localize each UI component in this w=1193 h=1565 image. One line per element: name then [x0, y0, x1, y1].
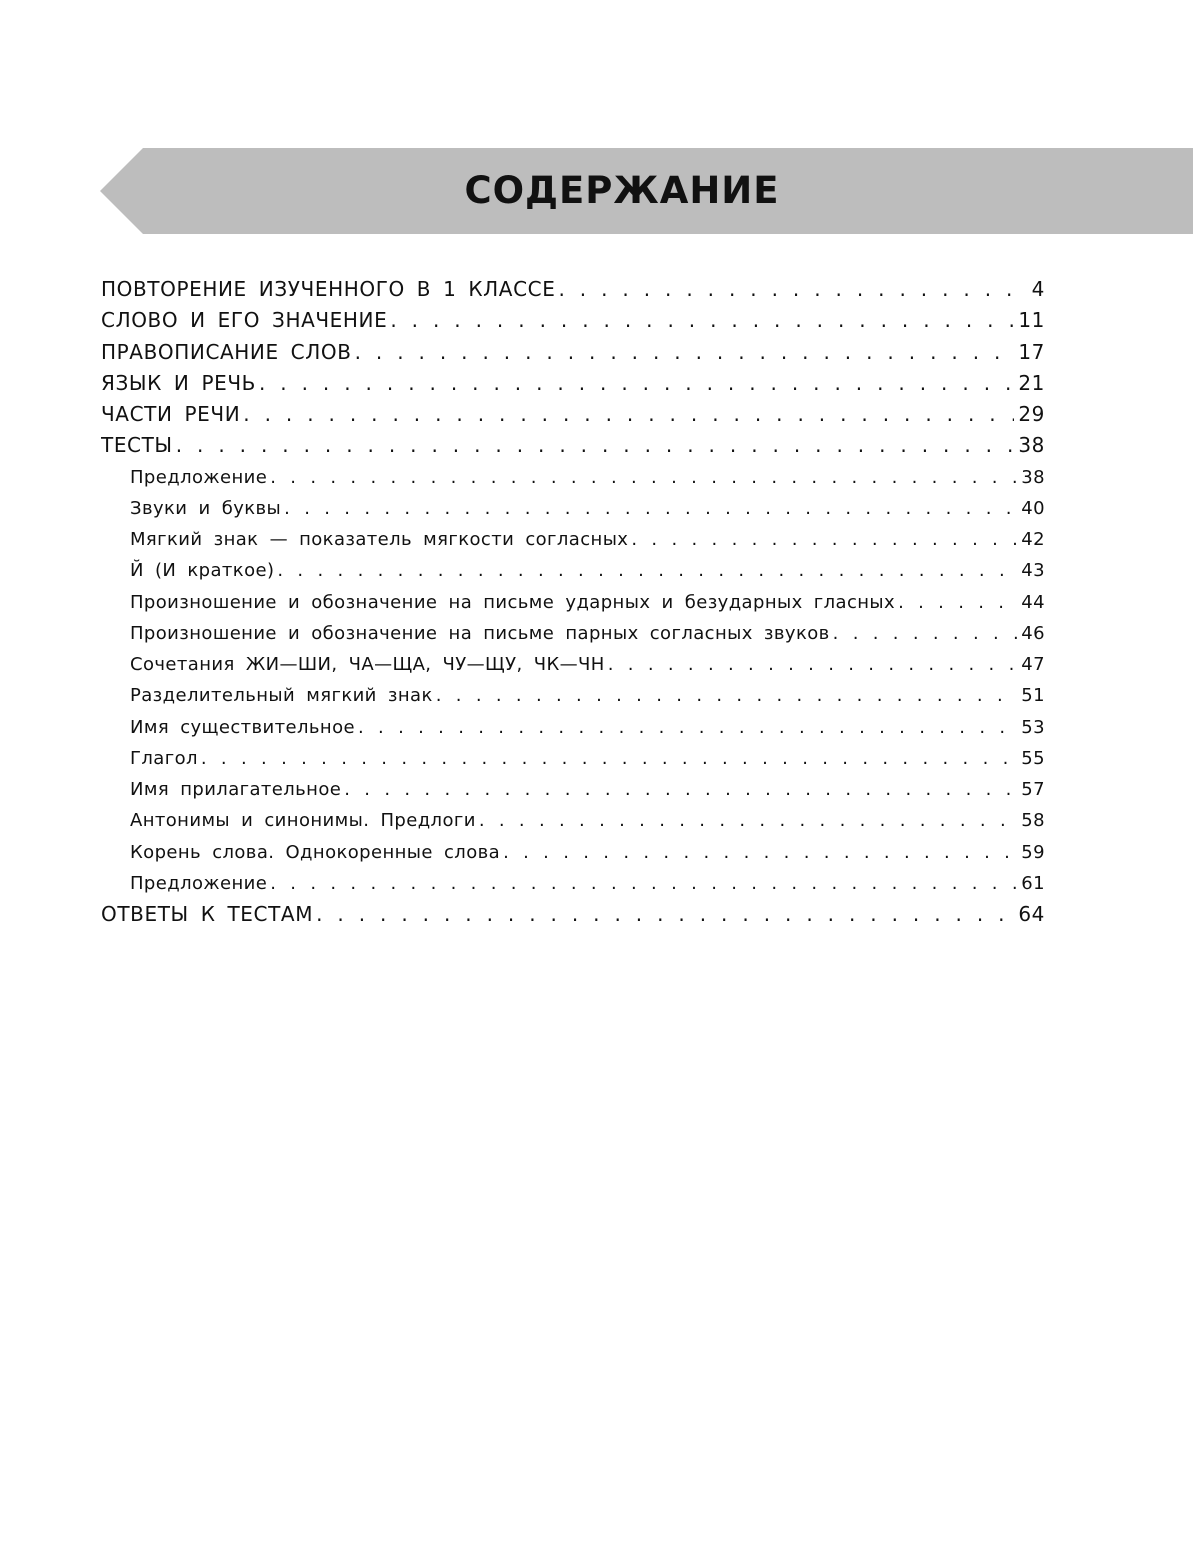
toc-entry-title: Глагол — [130, 747, 198, 769]
toc-dot-leader — [358, 712, 1017, 743]
toc-subsection — [101, 805, 1045, 836]
toc-entry-title: СЛОВО И ЕГО ЗНАЧЕНИЕ — [101, 308, 388, 333]
toc-dot-leader — [355, 337, 1015, 368]
toc-subsection — [101, 462, 1045, 493]
toc-page-number: 46 — [1021, 622, 1045, 644]
toc-subsection — [101, 555, 1045, 586]
toc-subsection — [101, 493, 1045, 524]
toc-dot-leader — [243, 399, 1014, 430]
toc-dot-leader — [390, 305, 1014, 336]
toc-subsection — [101, 837, 1045, 868]
toc-entry-title: Мягкий знак — показатель мягкости согласных — [130, 529, 629, 550]
toc-subsection — [101, 680, 1045, 711]
toc-entry-title: ПОВТОРЕНИЕ ИЗУЧЕННОГО В 1 КЛАССЕ — [101, 277, 556, 301]
toc-entry-title: Имя прилагательное — [130, 779, 342, 800]
toc-dot-leader — [176, 430, 1015, 461]
toc-page-number: 38 — [1021, 466, 1045, 488]
toc-subsection — [101, 774, 1045, 805]
toc-section — [101, 899, 1045, 930]
toc-entry-title: Звуки и буквы — [130, 497, 282, 519]
toc-entry-title: ТЕСТЫ — [101, 433, 173, 458]
toc-dot-leader — [270, 462, 1017, 493]
toc-page-number: 55 — [1021, 747, 1045, 769]
toc-subsection — [101, 618, 1045, 649]
toc-entry-title: ОТВЕТЫ К ТЕСТАМ — [101, 902, 314, 926]
toc-entry-title: Й (И краткое) — [130, 560, 275, 582]
page-title: СОДЕРЖАНИЕ — [464, 169, 780, 212]
toc-entry-title: Предложение — [130, 872, 268, 894]
toc-page-number: 51 — [1021, 685, 1045, 707]
toc-dot-leader — [898, 587, 1017, 618]
toc-section — [101, 399, 1045, 430]
toc-dot-leader — [316, 899, 1014, 930]
toc-dot-leader — [503, 837, 1017, 868]
toc-subsection — [101, 649, 1045, 680]
toc-page-number: 40 — [1021, 497, 1045, 519]
toc-dot-leader — [558, 274, 1019, 305]
toc-dot-leader — [277, 555, 1017, 586]
title-banner — [100, 148, 1193, 234]
toc-section — [101, 368, 1045, 399]
table-of-contents — [101, 274, 1045, 930]
toc-entry-title: Сочетания ЖИ—ШИ, ЧА—ЩА, ЧУ—ЩУ, ЧК—ЧН — [130, 654, 605, 675]
toc-section — [101, 274, 1045, 305]
toc-entry-title: Антонимы и синонимы. Предлоги — [130, 810, 476, 832]
toc-entry-title: ПРАВОПИСАНИЕ СЛОВ — [101, 339, 352, 364]
toc-dot-leader — [608, 649, 1018, 680]
toc-page-number: 17 — [1018, 339, 1045, 364]
toc-subsection — [101, 524, 1045, 555]
toc-page-number: 61 — [1021, 872, 1045, 894]
toc-page-number: 59 — [1021, 841, 1045, 863]
toc-entry-title: ЧАСТИ РЕЧИ — [101, 402, 241, 426]
toc-section — [101, 337, 1045, 368]
toc-page-number: 47 — [1021, 654, 1045, 675]
toc-entry-title: Корень слова. Однокоренные слова — [130, 841, 501, 863]
toc-entry-title: ЯЗЫК И РЕЧЬ — [101, 370, 256, 395]
toc-section — [101, 305, 1045, 336]
toc-dot-leader — [479, 805, 1017, 836]
toc-entry-title: Имя существительное — [130, 716, 355, 738]
toc-page-number: 43 — [1021, 560, 1045, 582]
toc-dot-leader — [344, 774, 1017, 805]
toc-dot-leader — [259, 368, 1014, 399]
toc-subsection — [101, 587, 1045, 618]
toc-subsection — [101, 712, 1045, 743]
toc-section — [101, 430, 1045, 461]
toc-dot-leader — [270, 868, 1017, 899]
toc-subsection — [101, 743, 1045, 774]
toc-page-number: 4 — [1031, 277, 1045, 301]
toc-page-number: 53 — [1021, 716, 1045, 738]
toc-page-number: 64 — [1018, 902, 1045, 926]
toc-page-number: 11 — [1018, 308, 1045, 333]
toc-entry-title: Произношение и обозначение на письме ударных и безударных гласных — [130, 591, 896, 613]
toc-dot-leader — [201, 743, 1017, 774]
toc-page-number: 44 — [1021, 591, 1045, 613]
toc-page-number: 21 — [1018, 370, 1045, 395]
toc-page-number: 38 — [1018, 433, 1045, 458]
toc-page-number: 29 — [1018, 402, 1045, 426]
toc-dot-leader — [833, 618, 1018, 649]
toc-dot-leader — [436, 680, 1018, 711]
toc-page-number: 42 — [1021, 529, 1045, 550]
toc-dot-leader — [631, 524, 1017, 555]
toc-entry-title: Произношение и обозначение на письме парных согласных звуков — [130, 622, 830, 644]
toc-subsection — [101, 868, 1045, 899]
toc-page-number: 57 — [1021, 779, 1045, 800]
toc-entry-title: Разделительный мягкий знак — [130, 685, 433, 707]
toc-page-number: 58 — [1021, 810, 1045, 832]
toc-dot-leader — [284, 493, 1017, 524]
toc-entry-title: Предложение — [130, 466, 268, 488]
